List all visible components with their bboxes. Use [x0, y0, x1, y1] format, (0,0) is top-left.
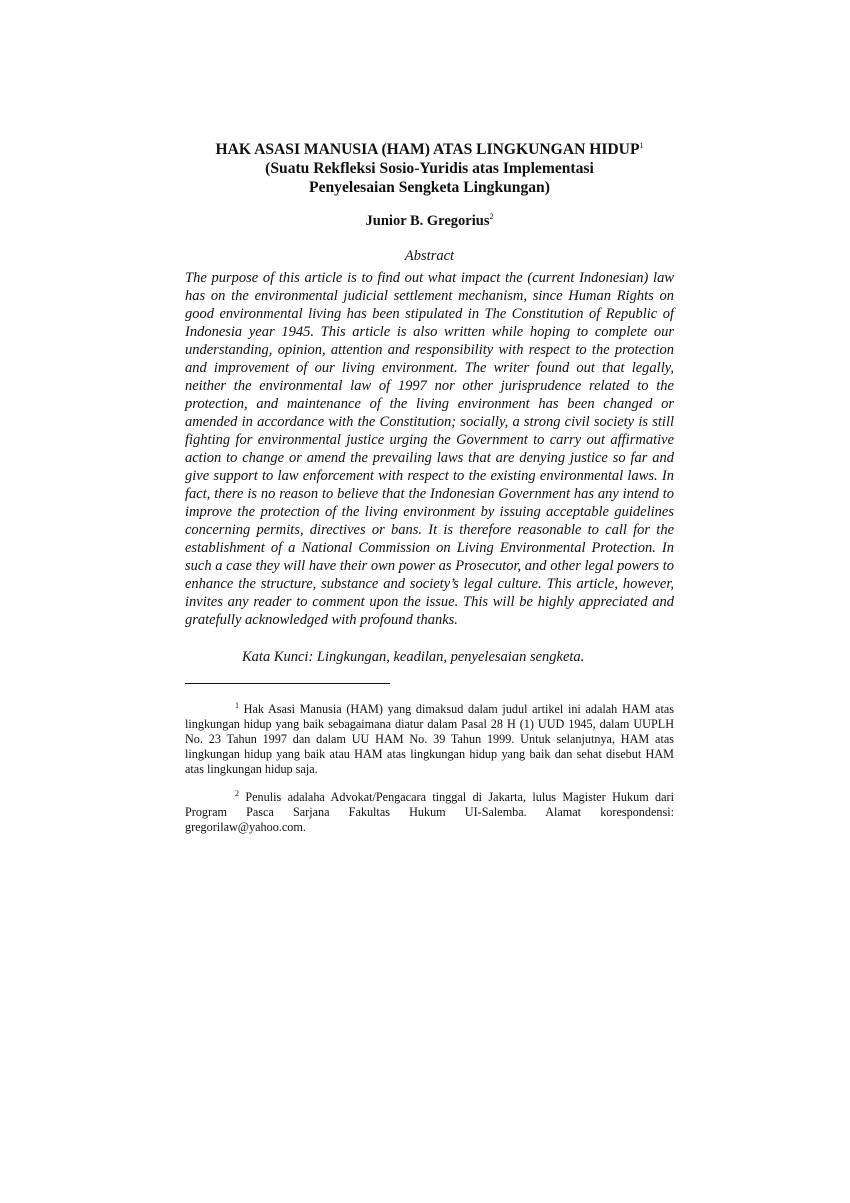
footnote-1 [185, 702, 674, 777]
paper-title [185, 140, 674, 197]
keywords: Kata Kunci: Lingkungan, keadilan, penyelesaian sengketa. [242, 649, 585, 665]
title-line-2: (Suatu Rekfleksi Sosio-Yuridis atas Implementasi [265, 160, 594, 177]
author-line [185, 212, 674, 230]
author-name: Junior B. Gregorius [365, 213, 490, 229]
abstract-heading: Abstract [404, 248, 455, 264]
footnote-2 [185, 790, 674, 835]
footnote-1-text: Hak Asasi Manusia (HAM) yang dimaksud dalam judul artikel ini adalah HAM atas lingkungan hidup yang baik sebagaimana diatur dalam Pasal 28 H (1) UUD 1945, dalam UUPLH No. 23 Tahun 1997 dan dalam UU HAM No. 39 Tahun 1999. Untuk selanjutnya, HAM atas lingkungan hidup yang baik atau HAM atas lingkungan hidup yang baik dan sehat disebut HAM atas lingkungan hidup saja. [185, 702, 674, 776]
title-line-3: Penyelesaian Sengketa Lingkungan) [309, 179, 550, 196]
title-main: HAK ASASI MANUSIA (HAM) ATAS LINGKUNGAN HIDUP [215, 141, 640, 158]
footnote-1-mark: 1 [235, 700, 239, 710]
footnote-separator [185, 683, 390, 684]
footnote-2-text: Penulis adalaha Advokat/Pengacara tinggal di Jakarta, lulus Magister Hukum dari Program Pasca Sarjana Fakultas Hukum UI-Salemba. Alamat korespondensi: gregorilaw@yahoo.com. [185, 790, 674, 834]
title-line-1 [185, 140, 674, 159]
footnote-2-mark: 2 [235, 788, 239, 798]
paper-page [185, 140, 674, 835]
title-footnote-mark[interactable]: 1 [639, 140, 644, 150]
abstract-body: The purpose of this article is to find out what impact the (current Indonesian) law has on the environmental judicial settlement mechanism, since Human Rights on good environmental living has been stipulated in The Constitution of Republic of Indonesia year 1945. This article is also written while hoping to complete our understanding, opinion, attention and responsibility with respect to the protection and improvement of our living environment. The writer found out that legally, neither the environmental law of 1997 nor other jurisprudence related to the protection, and maintenance of the living environment has been changed or amended in accordance with the Constitution; socially, a strong civil society is still fighting for environmental justice urging the Government to carry out affirmative action to change or amend the prevailing laws that are denying justice so far and give support to law enforcement with respect to the existing environmental laws. In fact, there is no reason to believe that the Indonesian Government has any intend to improve the protection of the living environment by issuing acceptable guidelines concerning permits, directives or bans. It is therefore reasonable to call for the establishment of a National Commission on Living Environmental Protection. In such a case they will have their own power as Prosecutor, and other legal powers to enhance the structure, substance and society’s legal culture. This article, however, invites any reader to comment upon the issue. This will be highly appreciated and gratefully acknowledged with profound thanks. [185, 270, 674, 628]
author-footnote-mark[interactable]: 2 [489, 212, 494, 222]
